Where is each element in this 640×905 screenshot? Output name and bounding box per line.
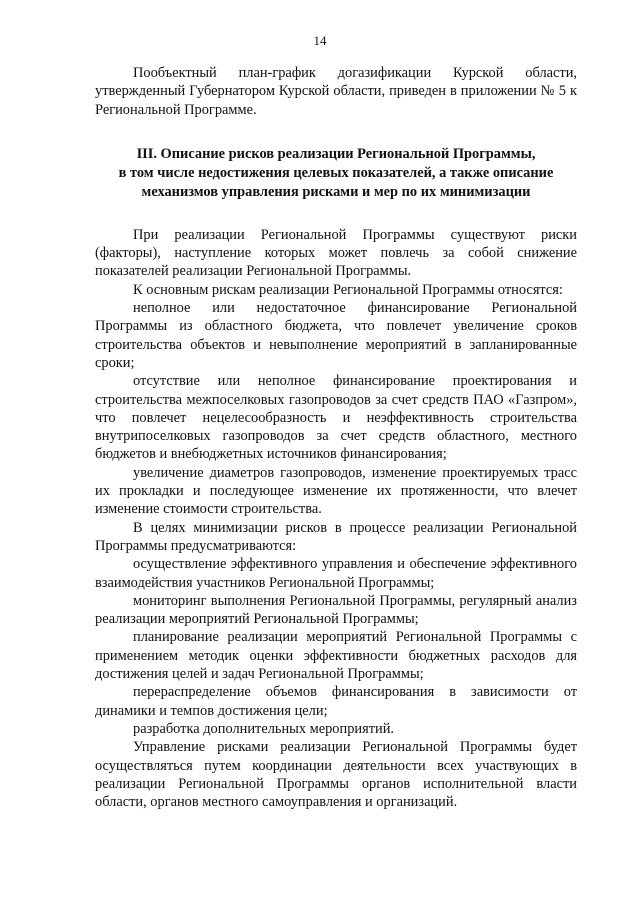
body-paragraph: В целях минимизации рисков в процессе реализации Региональной Программы предусматриваются:	[95, 519, 577, 554]
measure-item: разработка дополнительных мероприятий.	[133, 720, 395, 737]
measure-item: мониторинг выполнения Региональной Программы, регулярный анализ реализации мероприятий Региональной Программы;	[95, 592, 577, 628]
measure-item: планирование реализации мероприятий Региональной Программы с применением методик оценки эффективности бюджетных расходов для достижения целей и задач Региональной Программы;	[95, 629, 577, 683]
intro-paragraph: Пообъектный план-график догазификации Курской области, утвержденный Губернатором Курской области, приведен в приложении № 5 к Региональной Программе.	[95, 65, 577, 118]
section-title	[95, 145, 577, 202]
measure-item: перераспределение объемов финансирования в зависимости от динамики и темпов достижения цели;	[95, 684, 577, 719]
measure-item: осуществление эффективного управления и обеспечение эффективного взаимодействия участников Региональной Программы;	[95, 556, 577, 591]
body-paragraph: Управление рисками реализации Региональной Программы будет осуществляться путем координации деятельности всех участвующих в реализации Региональной Программы органов исполнительной власти области, органов местного самоуправления и организаций.	[95, 739, 577, 811]
risk-item: отсутствие или неполное финансирование проектирования и строительства межпоселковых газопроводов за счет средств ПАО «Газпром», что повлечет нецелесообразность и неэффективность строительства внутрипоселковых газопроводов за счет средств областного, местного бюджетов и внебюджетных источников финансирования;	[95, 373, 577, 463]
risk-item: неполное или недостаточное финансирование Региональной Программы из областного бюджета, что повлечет увеличение сроков строительства объектов и невыполнение мероприятий в запланированные сроки;	[95, 300, 577, 371]
body-paragraph: К основным рискам реализации Региональной Программы относятся:	[133, 281, 563, 298]
section-title-line: механизмов управления рисками и мер по их минимизации	[141, 183, 531, 200]
section-title-line: III. Описание рисков реализации Региональной Программы,	[136, 145, 536, 162]
page-number: 14	[313, 33, 327, 48]
body-paragraph: При реализации Региональной Программы существуют риски (факторы), наступление которых может повлечь за собой снижение показателей реализации Региональной Программы.	[95, 226, 577, 280]
section-title-line: в том числе недостижения целевых показателей, а также описание	[118, 164, 554, 181]
risk-item: увеличение диаметров газопроводов, изменение проектируемых трасс их прокладки и последующее изменение их протяженности, что влечет изменение стоимости строительства.	[95, 464, 577, 518]
page-content	[95, 64, 577, 811]
